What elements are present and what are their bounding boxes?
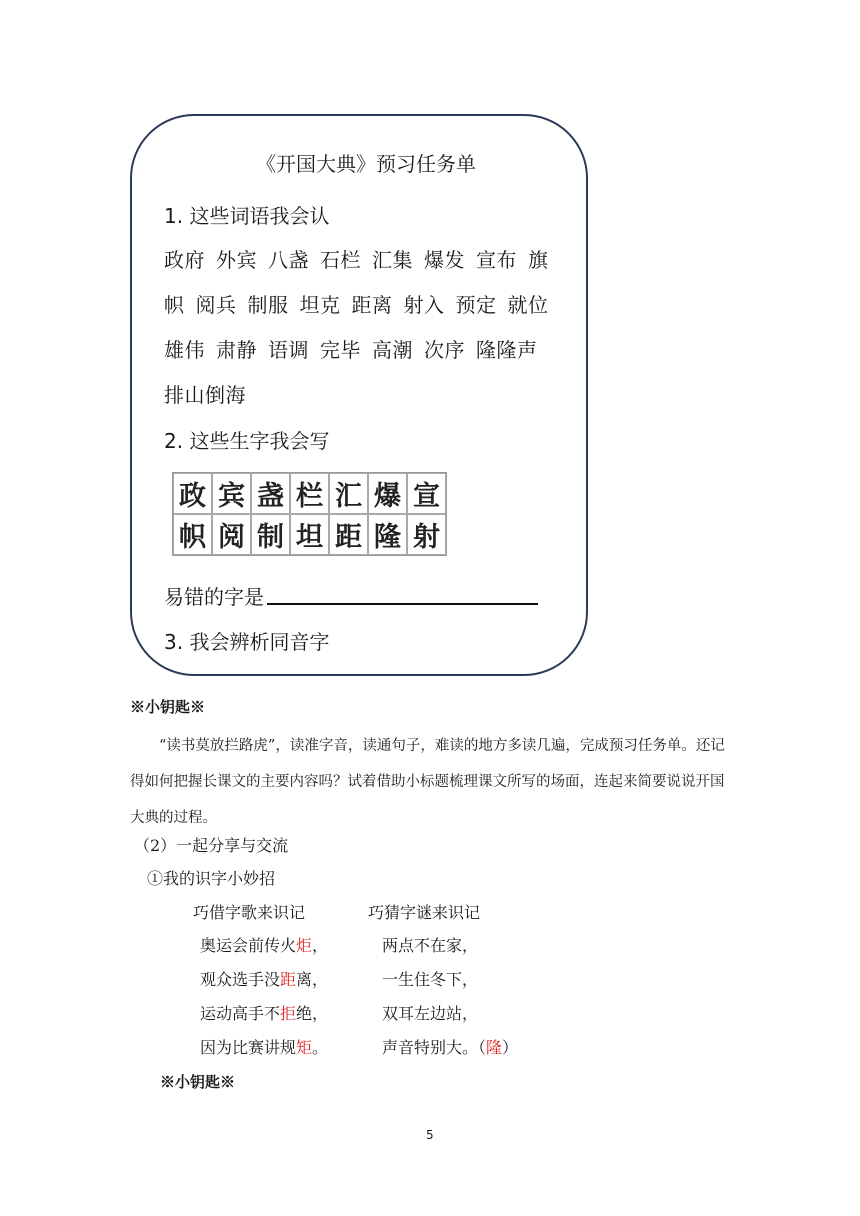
riddle-line: 双耳左边站， <box>382 1004 479 1023</box>
word: 八盏 <box>268 248 309 272</box>
tips-heading: ①我的识字小妙招 <box>147 869 276 888</box>
word: 坦克 <box>299 293 341 317</box>
char-cell: 隆 <box>368 514 407 555</box>
char-cell: 汇 <box>329 473 368 514</box>
char-cell: 阅 <box>212 514 251 555</box>
riddle-line: 声音特别大。（隆） <box>382 1038 519 1057</box>
word: 完毕 <box>320 338 361 362</box>
answer-blank-line[interactable] <box>267 603 538 605</box>
poem-line: 奥运会前传火炬， <box>200 936 329 955</box>
words-row-3 <box>164 334 549 363</box>
word: 石栏 <box>320 248 361 272</box>
word: 预定 <box>455 293 497 317</box>
word: 阅兵 <box>195 293 237 317</box>
words-row-1 <box>164 244 560 273</box>
card-title: 《开国大典》预习任务单 <box>256 152 476 176</box>
word: 隆隆声 <box>476 338 538 362</box>
word: 雄伟 <box>164 338 205 362</box>
word: 制服 <box>247 293 289 317</box>
word: 次序 <box>424 338 465 362</box>
poem-line: 因为比赛讲规矩。 <box>200 1038 329 1057</box>
key-title-2: ※小钥匙※ <box>160 1073 236 1091</box>
word: 政府 <box>164 248 205 272</box>
word: 就位 <box>507 293 549 317</box>
character-writing-grid <box>172 472 447 556</box>
char-cell: 宾 <box>212 473 251 514</box>
char-cell: 政 <box>173 473 212 514</box>
riddle-line: 两点不在家， <box>382 936 479 955</box>
char-cell: 射 <box>407 514 446 555</box>
column-2-title: 巧猜字谜来识记 <box>368 903 481 922</box>
words-row-2 <box>164 289 560 318</box>
riddle-line: 一生住冬下， <box>382 970 479 989</box>
word: 语调 <box>268 338 309 362</box>
word: 帜 <box>164 293 185 317</box>
word: 外宾 <box>216 248 257 272</box>
word: 射入 <box>403 293 445 317</box>
section-3-heading: 3. 我会辨析同音字 <box>164 630 330 654</box>
char-cell: 宣 <box>407 473 446 514</box>
char-cell: 坦 <box>290 514 329 555</box>
char-cell: 爆 <box>368 473 407 514</box>
share-heading: （2）一起分享与交流 <box>134 836 289 855</box>
instruction-paragraph: “读书莫放拦路虎”，读准字音，读通句子，难读的地方多读几遍，完成预习任务单。还记得如何把握长课文的主要内容吗？试着借助小标题梳理课文所写的场面，连起来简要说说开国大典的过程。 <box>130 738 725 826</box>
word: 宣布 <box>476 248 517 272</box>
column-1-title: 巧借字歌来识记 <box>193 903 306 922</box>
char-cell: 盏 <box>251 473 290 514</box>
char-cell: 制 <box>251 514 290 555</box>
char-cell: 帜 <box>173 514 212 555</box>
char-cell: 栏 <box>290 473 329 514</box>
page-number: 5 <box>426 1128 434 1142</box>
poem-line: 运动高手不拒绝， <box>200 1004 329 1023</box>
section-1-heading: 1. 这些词语我会认 <box>164 204 330 228</box>
word: 汇集 <box>372 248 413 272</box>
word: 肃静 <box>216 338 257 362</box>
word: 高潮 <box>372 338 413 362</box>
words-row-4 <box>164 379 257 408</box>
poem-line: 观众选手没距离， <box>200 970 329 989</box>
word: 距离 <box>351 293 393 317</box>
char-cell: 距 <box>329 514 368 555</box>
word: 旗 <box>528 248 549 272</box>
key-title: ※小钥匙※ <box>130 698 206 716</box>
easy-wrong-label: 易错的字是 <box>164 585 264 609</box>
section-2-heading: 2. 这些生字我会写 <box>164 429 330 453</box>
word: 排山倒海 <box>164 383 246 407</box>
word: 爆发 <box>424 248 465 272</box>
